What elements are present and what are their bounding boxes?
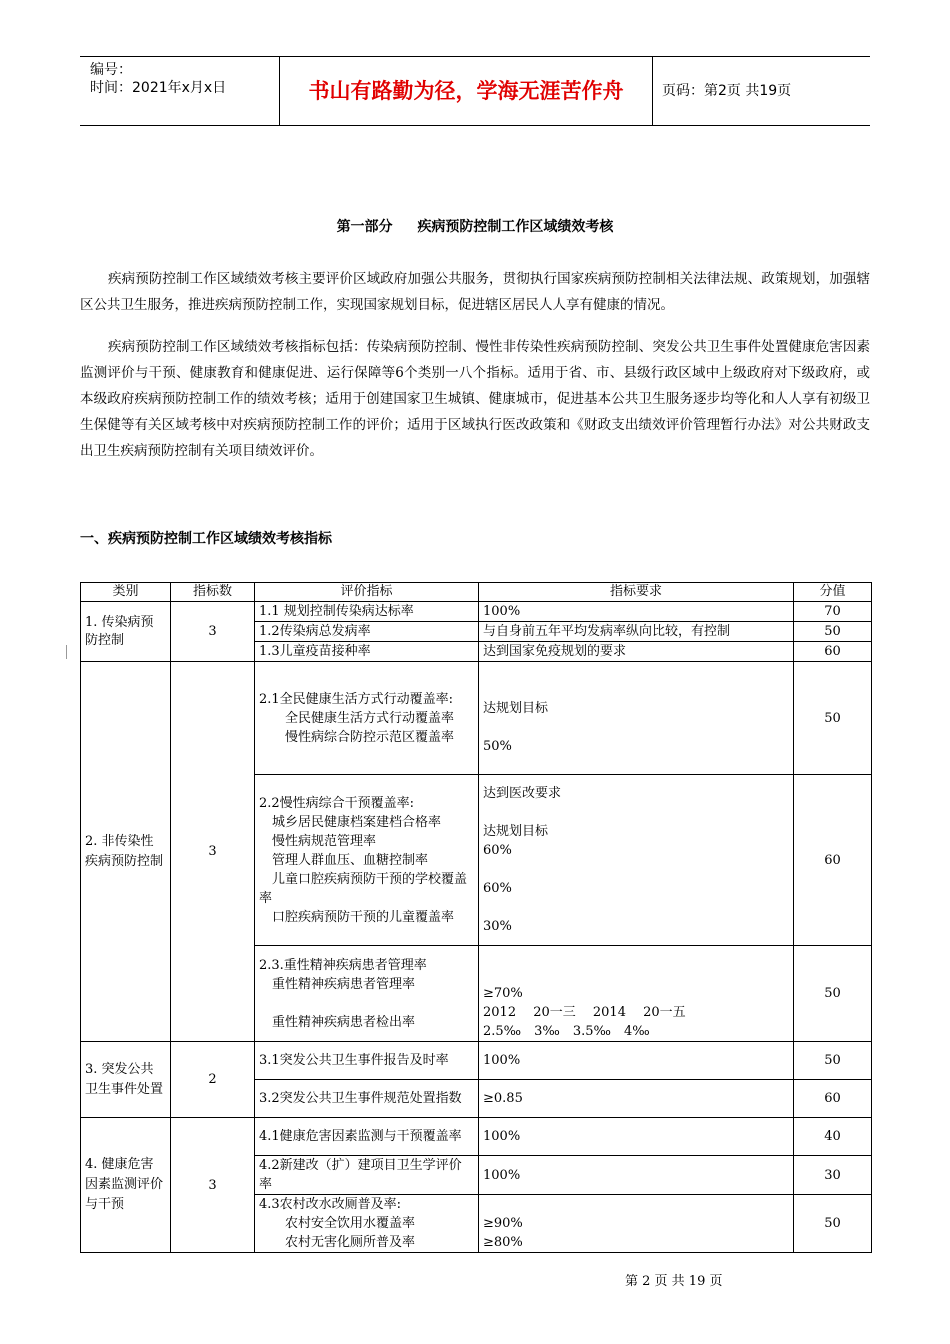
- col-header-count: 指标数: [171, 583, 255, 602]
- indicator-score: 50: [794, 622, 872, 642]
- indicator-count: 3: [171, 602, 255, 662]
- table-row: [81, 602, 872, 622]
- indicator-score: 50: [794, 1042, 872, 1080]
- category-name: 4. 健康危害因素监测评价与干预: [81, 1118, 171, 1253]
- indicator-name: 3.1突发公共卫生事件报告及时率: [255, 1042, 479, 1080]
- indicator-requirement: ≥0.85: [479, 1080, 794, 1118]
- indicator-requirement: ≥70% 2012 20一三 2014 20一五 2.5‰ 3‰ 3.5‰ 4‰: [479, 946, 794, 1042]
- category-name: 3. 突发公共卫生事件处置: [81, 1042, 171, 1118]
- indicator-requirement: 100%: [479, 1118, 794, 1156]
- indicator-name: 2.2慢性病综合干预覆盖率: 城乡居民健康档案建档合格率 慢性病规范管理率 管理人群血压、血糖控制率 儿童口腔疾病预防干预的学校覆盖率 口腔疾病预防干预的儿童覆盖率: [255, 775, 479, 946]
- table-row: [81, 1042, 872, 1080]
- indicator-score: 50: [794, 662, 872, 775]
- indicator-requirement: ≥90% ≥80%: [479, 1195, 794, 1253]
- indicator-count: 3: [171, 1118, 255, 1253]
- indicator-score: 50: [794, 946, 872, 1042]
- indicator-requirement: 100%: [479, 602, 794, 622]
- indicator-score: 60: [794, 1080, 872, 1118]
- category-name: 2. 非传染性疾病预防控制: [81, 662, 171, 1042]
- header-motto: 书山有路勤为径，学海无涯苦作舟: [280, 57, 653, 125]
- document-title: [0, 216, 950, 236]
- col-header-score: 分值: [794, 583, 872, 602]
- indicator-table: [80, 582, 872, 1253]
- section-heading: 一、疾病预防控制工作区域绩效考核指标: [80, 531, 332, 547]
- indicator-score: 60: [794, 642, 872, 662]
- col-header-requirement: 指标要求: [479, 583, 794, 602]
- indicator-name: 3.2突发公共卫生事件规范处置指数: [255, 1080, 479, 1118]
- indicator-name: 2.3.重性精神疾病患者管理率 重性精神疾病患者管理率 重性精神疾病患者检出率: [255, 946, 479, 1042]
- indicator-score: 40: [794, 1118, 872, 1156]
- indicator-score: 60: [794, 775, 872, 946]
- indicator-requirement: 100%: [479, 1042, 794, 1080]
- indicator-name: 4.2新建改（扩）建项目卫生学评价率: [255, 1156, 479, 1195]
- page-header: [80, 56, 870, 126]
- paragraph-1: 疾病预防控制工作区域绩效考核主要评价区域政府加强公共服务，贯彻执行国家疾病预防控制相关法律法规、政策规划，加强辖区公共卫生服务，推进疾病预防控制工作，实现国家规划目标，促进辖区居民人人享有健康的情况。: [80, 271, 870, 313]
- header-page-info: 页码：第2页 共19页: [662, 83, 792, 99]
- indicator-name: 1.3儿童疫苗接种率: [255, 642, 479, 662]
- title-part: 第一部分: [336, 219, 393, 235]
- indicator-requirement: 与自身前五年平均发病率纵向比较，有控制: [479, 622, 794, 642]
- indicator-name: 4.1健康危害因素监测与干预覆盖率: [255, 1118, 479, 1156]
- page-footer: 第 2 页 共 19 页: [625, 1274, 723, 1289]
- title-text: 疾病预防控制工作区域绩效考核: [417, 219, 614, 235]
- category-name: 1. 传染病预防控制: [81, 602, 171, 662]
- indicator-score: 70: [794, 602, 872, 622]
- indicator-count: 2: [171, 1042, 255, 1118]
- indicator-score: 50: [794, 1195, 872, 1253]
- indicator-name: 1.2传染病总发病率: [255, 622, 479, 642]
- indicator-score: 30: [794, 1156, 872, 1195]
- table-row: [81, 1118, 872, 1156]
- margin-mark: [66, 645, 67, 659]
- header-meta: [80, 57, 280, 125]
- indicator-requirement: 100%: [479, 1156, 794, 1195]
- time-label: 时间：2021年x月x日: [90, 80, 227, 96]
- serial-label: 编号：: [90, 62, 132, 78]
- indicator-count: 3: [171, 662, 255, 1042]
- indicator-name: 2.1全民健康生活方式行动覆盖率: 全民健康生活方式行动覆盖率 慢性病综合防控示范区覆盖率: [255, 662, 479, 775]
- col-header-indicator: 评价指标: [255, 583, 479, 602]
- indicator-requirement: 达到国家免疫规划的要求: [479, 642, 794, 662]
- paragraph-2: 疾病预防控制工作区域绩效考核指标包括：传染病预防控制、慢性非传染性疾病预防控制、突发公共卫生事件处置健康危害因素监测评价与干预、健康教育和健康促进、运行保障等6个类别一八个指标。适用于省、市、县级行政区域中上级政府对下级政府，或本级政府疾病预防控制工作的绩效考核；适用于创建国家卫生城镇、健康城市，促进基本公共卫生服务逐步均等化和人人享有初级卫生保健等有关区域考核中对疾病预防控制工作的评价；适用于区域执行医改政策和《财政支出绩效评价管理暂行办法》对公共财政支出卫生疾病预防控制有关项目绩效评价。: [80, 339, 870, 459]
- table-header-row: [81, 583, 872, 602]
- indicator-requirement: 达规划目标 50%: [479, 662, 794, 775]
- indicator-requirement: 达到医改要求 达规划目标 60% 60% 30%: [479, 775, 794, 946]
- indicator-name: 4.3农村改水改厕普及率: 农村安全饮用水覆盖率 农村无害化厕所普及率: [255, 1195, 479, 1253]
- col-header-category: 类别: [81, 583, 171, 602]
- indicator-name: 1.1 规划控制传染病达标率: [255, 602, 479, 622]
- table-row: [81, 662, 872, 775]
